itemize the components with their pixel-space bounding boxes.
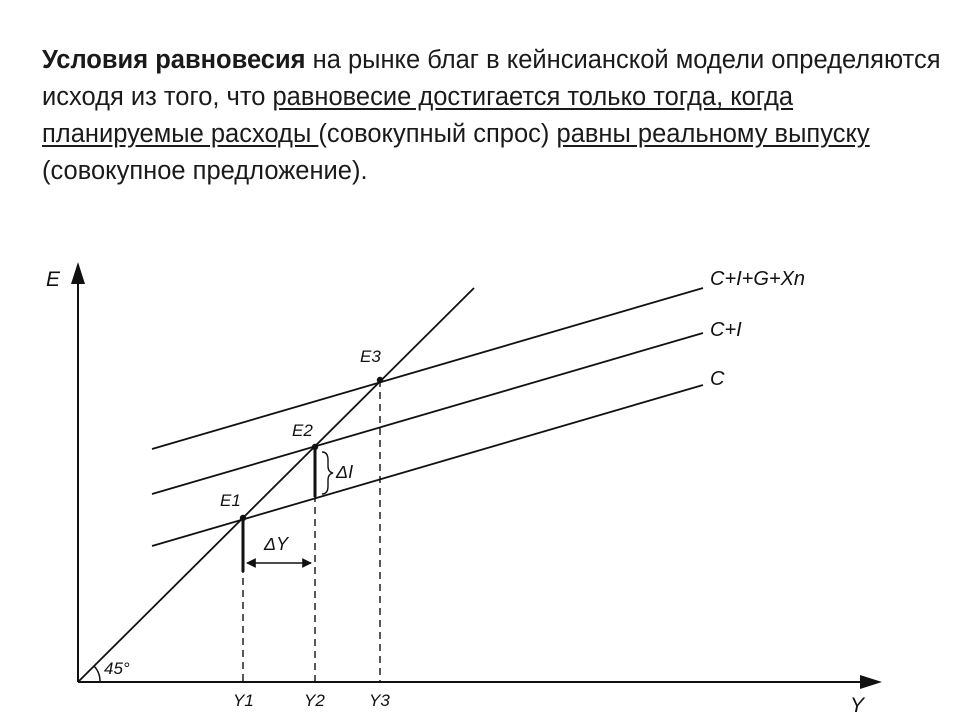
delta-i-brace xyxy=(322,452,333,494)
text-part-1: на рынке благ в кейнсианской модели определяются исходя из того, что xyxy=(42,46,941,111)
text-part-2: (совокупный спрос) xyxy=(318,120,557,148)
label-y3: Y3 xyxy=(369,691,390,710)
axis-label-y: Y xyxy=(850,694,865,717)
angle-label: 45° xyxy=(104,659,130,678)
label-delta-y: ΔY xyxy=(264,534,289,554)
label-y2: Y2 xyxy=(304,691,325,710)
underlined-phrase-1: равновесие достигается только тогда, когда планируемые расходы xyxy=(42,83,794,148)
axis-label-e: E xyxy=(46,268,61,291)
label-c-i: C+I xyxy=(710,319,742,341)
45-degree-line xyxy=(78,288,474,682)
equilibrium-point-e1 xyxy=(240,515,246,521)
label-c: C xyxy=(710,368,725,390)
label-e3: E3 xyxy=(360,347,381,366)
line-c xyxy=(152,385,703,546)
line-c-i xyxy=(152,333,703,494)
label-e2: E2 xyxy=(292,421,313,440)
slide-text xyxy=(42,42,942,190)
bold-lead: Условия равновесия xyxy=(42,46,306,74)
y-axis-arrow-icon xyxy=(71,262,85,284)
equilibrium-point-e3 xyxy=(377,377,383,383)
label-e1: E1 xyxy=(220,491,241,510)
text-part-3: (совокупное предложение). xyxy=(42,157,368,185)
x-axis-arrow-icon xyxy=(860,675,882,689)
label-y1: Y1 xyxy=(233,691,254,710)
45-degree-arc xyxy=(94,666,100,682)
underlined-phrase-2: равны реальному выпуску xyxy=(556,120,870,148)
label-c-i-g-xn: C+I+G+Xn xyxy=(710,268,806,290)
line-c-i-g-xn xyxy=(152,288,703,449)
label-delta-i: ΔI xyxy=(336,462,354,482)
equilibrium-point-e2 xyxy=(312,444,318,450)
